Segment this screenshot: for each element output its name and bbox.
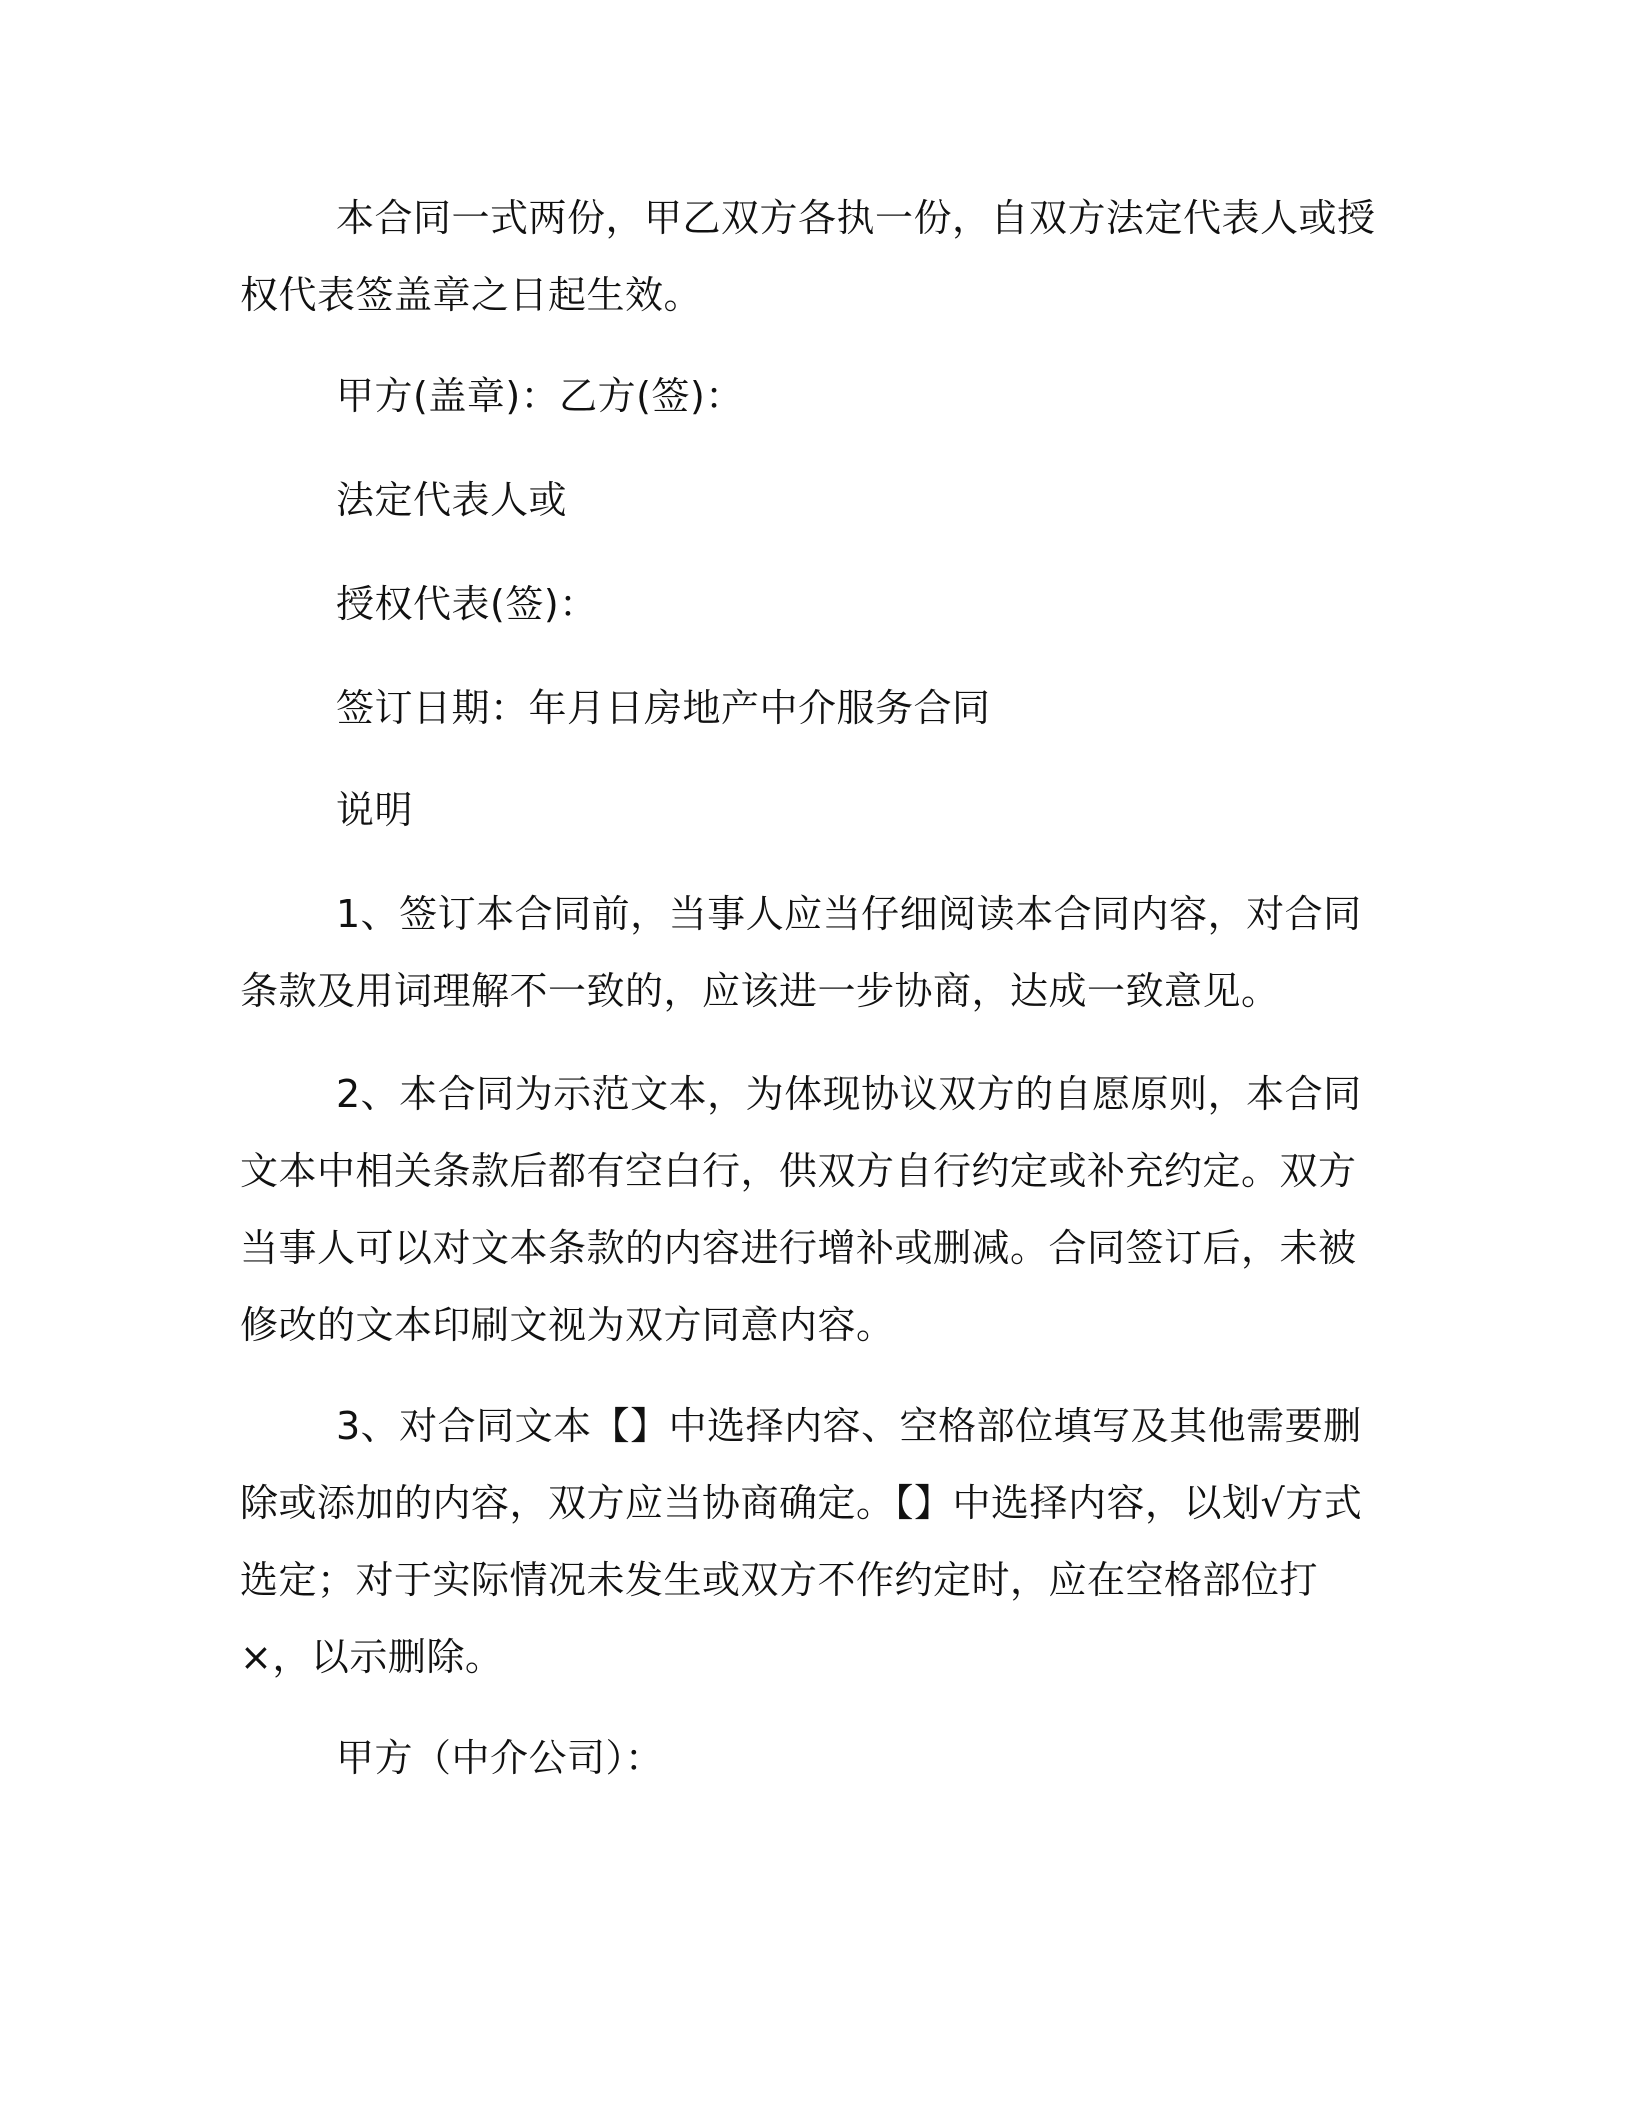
legal-representative-line: 法定代表人或: [336, 478, 568, 522]
signing-date-and-title-line: 签订日期：年月日房地产中介服务合同: [336, 686, 991, 730]
instructions-heading: 说明: [336, 788, 414, 832]
instruction-item-2: 2、本合同为示范文本，为体现协议双方的自愿原则，本合同文本中相关条款后都有空白行，供双方自行约定或补充约定。双方当事人可以对文本条款的内容进行增补或删减。合同签订后，未被修改的文本印刷文视为双方同意内容。: [240, 1072, 1362, 1347]
instruction-item-1: 1、签订本合同前，当事人应当仔细阅读本合同内容，对合同条款及用词理解不一致的，应该进一步协商，达成一致意见。: [240, 892, 1362, 1013]
instruction-item-3: 3、对合同文本【】中选择内容、空格部位填写及其他需要删除或添加的内容，双方应当协商确定。【】中选择内容，以划√方式选定；对于实际情况未发生或双方不作约定时，应在空格部位打×，以示删除。: [240, 1404, 1363, 1679]
party-a-agency-line: 甲方（中介公司）：: [336, 1736, 664, 1780]
party-a-b-signature-line: 甲方(盖章)：乙方(签)：: [336, 374, 744, 418]
effect-clause-paragraph: 本合同一式两份，甲乙双方各执一份，自双方法定代表人或授权代表签盖章之日起生效。: [240, 196, 1376, 317]
authorized-representative-line: 授权代表(签)：: [336, 582, 598, 626]
